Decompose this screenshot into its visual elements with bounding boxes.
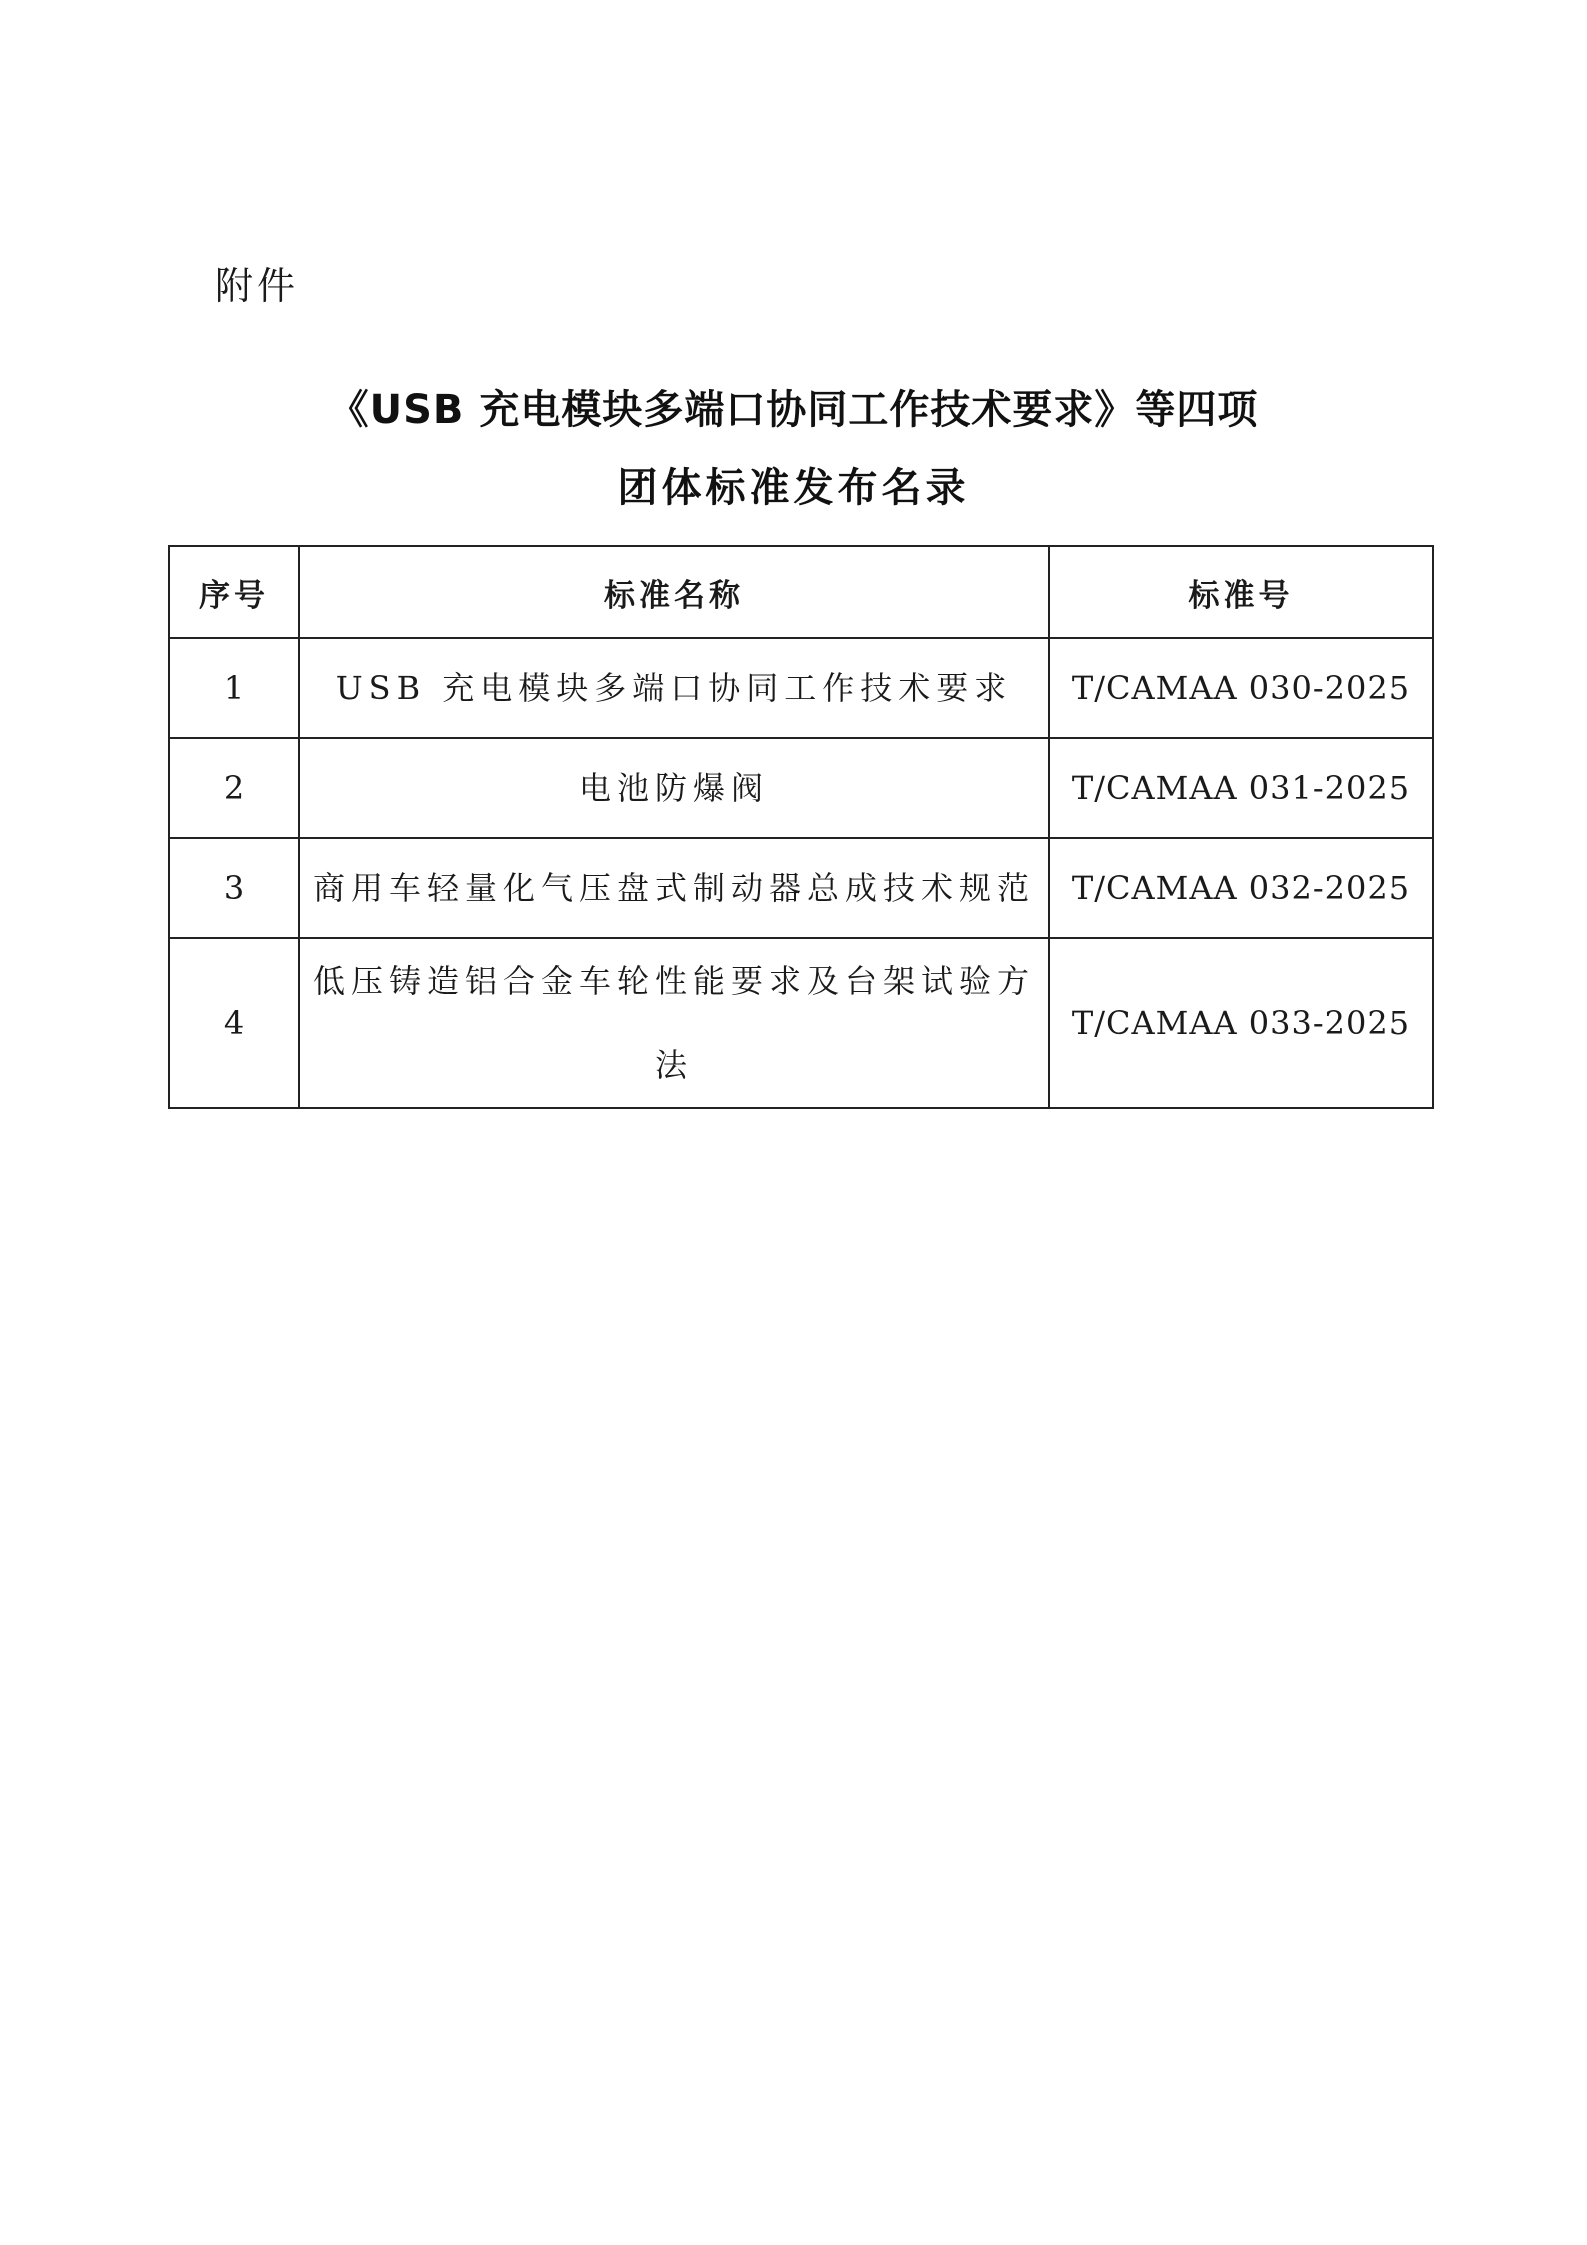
row-standard-code: T/CAMAA 033-2025 <box>1049 938 1433 1108</box>
row-index: 4 <box>169 938 299 1108</box>
row-index: 1 <box>169 638 299 738</box>
table-row <box>169 838 1433 938</box>
table-row <box>169 738 1433 838</box>
row-index: 3 <box>169 838 299 938</box>
row-standard-code: T/CAMAA 031-2025 <box>1049 738 1433 838</box>
header-index: 序号 <box>169 546 299 638</box>
row-standard-code: T/CAMAA 032-2025 <box>1049 838 1433 938</box>
row-standard-name: 电池防爆阀 <box>299 738 1049 838</box>
row-standard-name: 低压铸造铝合金车轮性能要求及台架试验方法 <box>299 938 1049 1108</box>
attachment-label: 附件 <box>215 264 300 308</box>
row-standard-name: 商用车轻量化气压盘式制动器总成技术规范 <box>299 838 1049 938</box>
header-standard-name: 标准名称 <box>299 546 1049 638</box>
standards-table <box>168 545 1434 1109</box>
table-row <box>169 938 1433 1108</box>
row-standard-name: USB 充电模块多端口协同工作技术要求 <box>299 638 1049 738</box>
document-title-line-2: 团体标准发布名录 <box>617 465 970 511</box>
table-row <box>169 638 1433 738</box>
row-index: 2 <box>169 738 299 838</box>
document-title-line-1: 《USB 充电模块多端口协同工作技术要求》等四项 <box>328 387 1259 433</box>
table-header-row <box>169 546 1433 638</box>
header-standard-code: 标准号 <box>1049 546 1433 638</box>
row-standard-code: T/CAMAA 030-2025 <box>1049 638 1433 738</box>
